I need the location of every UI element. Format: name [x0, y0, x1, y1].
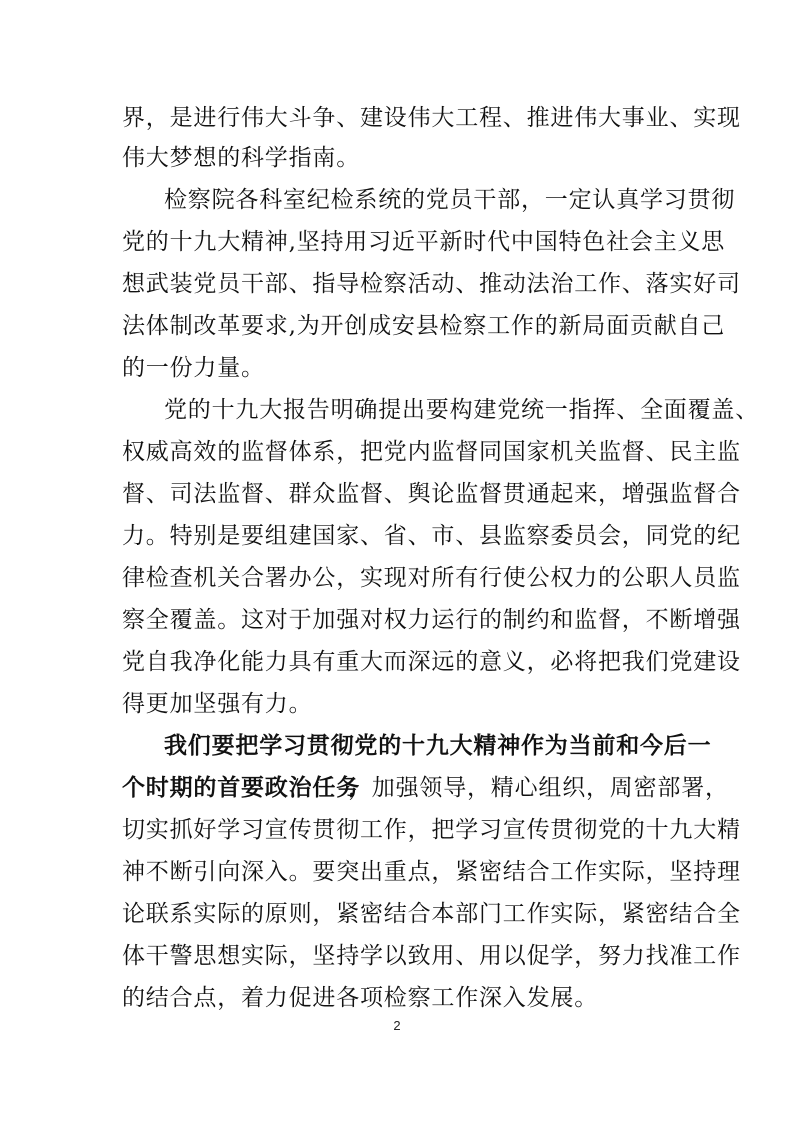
- text-line: [0, 516, 794, 556]
- text-line: [0, 936, 794, 976]
- text-run: 法体制改革要求,为开创成安县检察工作的新局面贡献自己: [122, 313, 726, 339]
- text-line: [0, 474, 794, 514]
- text-line: [0, 894, 794, 934]
- text-line: [0, 642, 794, 682]
- text-line: [0, 432, 794, 472]
- text-run: 党自我净化能力具有重大而深远的意义，必将把我们党建设: [122, 649, 741, 675]
- text-line: [0, 726, 794, 766]
- page-number: 2: [393, 1018, 401, 1033]
- text-line: [0, 98, 794, 138]
- text-line: [0, 558, 794, 598]
- text-run: 检察院各科室纪检系统的党员干部，一定认真学习贯彻: [164, 187, 736, 213]
- text-line: [0, 138, 794, 178]
- text-line: [0, 222, 794, 262]
- text-line: [0, 180, 794, 220]
- text-run: 伟大梦想的科学指南。: [122, 145, 360, 171]
- text-line: [0, 768, 794, 808]
- text-run: 界，是进行伟大斗争、建设伟大工程、推进伟大事业、实现: [122, 105, 741, 131]
- text-run: 权威高效的监督体系，把党内监督同国家机关监督、民主监: [122, 439, 741, 465]
- text-line: [0, 390, 794, 430]
- text-run: 的结合点，着力促进各项检察工作深入发展。: [122, 985, 598, 1011]
- text-line: [0, 684, 794, 724]
- text-run: 切实抓好学习宣传贯彻工作，把学习宣传贯彻党的十九大精: [122, 817, 741, 843]
- text-run: 的一份力量。: [122, 355, 265, 381]
- text-run: 督、司法监督、群众监督、舆论监督贯通起来，增强监督合: [122, 481, 741, 507]
- text-run: 体干警思想实际，坚持学以致用、用以促学，努力找准工作: [122, 943, 741, 969]
- text-run: 察全覆盖。这对于加强对权力运行的制约和监督，不断增强: [122, 607, 741, 633]
- text-run: 党的十九大报告明确提出要构建党统一指挥、全面覆盖、: [164, 397, 759, 423]
- text-run: 论联系实际的原则，紧密结合本部门工作实际，紧密结合全: [122, 901, 741, 927]
- text-run: 得更加坚强有力。: [122, 691, 313, 717]
- text-line: [0, 306, 794, 346]
- text-line: [0, 600, 794, 640]
- text-line: [0, 264, 794, 304]
- text-run: 律检查机关合署办公，实现对所有行使公权力的公职人员监: [122, 565, 741, 591]
- text-run: ，加强领导，精心组织，周密部署，: [348, 775, 729, 801]
- text-run: 力。特别是要组建国家、省、市、县监察委员会，同党的纪: [122, 523, 741, 549]
- text-run: 党的十九大精神,坚持用习近平新时代中国特色社会主义思: [122, 229, 726, 255]
- text-run: 个时期的首要政治任务: [122, 774, 360, 801]
- text-line: [0, 810, 794, 850]
- text-run: 神不断引向深入。要突出重点，紧密结合工作实际，坚持理: [122, 859, 741, 885]
- text-line: [0, 852, 794, 892]
- text-line: [0, 348, 794, 388]
- text-line: [0, 978, 794, 1018]
- text-run: 想武装党员干部、指导检察活动、推动法治工作、落实好司: [122, 271, 741, 297]
- text-run: 我们要把学习贯彻党的十九大精神作为当前和今后一: [164, 732, 712, 759]
